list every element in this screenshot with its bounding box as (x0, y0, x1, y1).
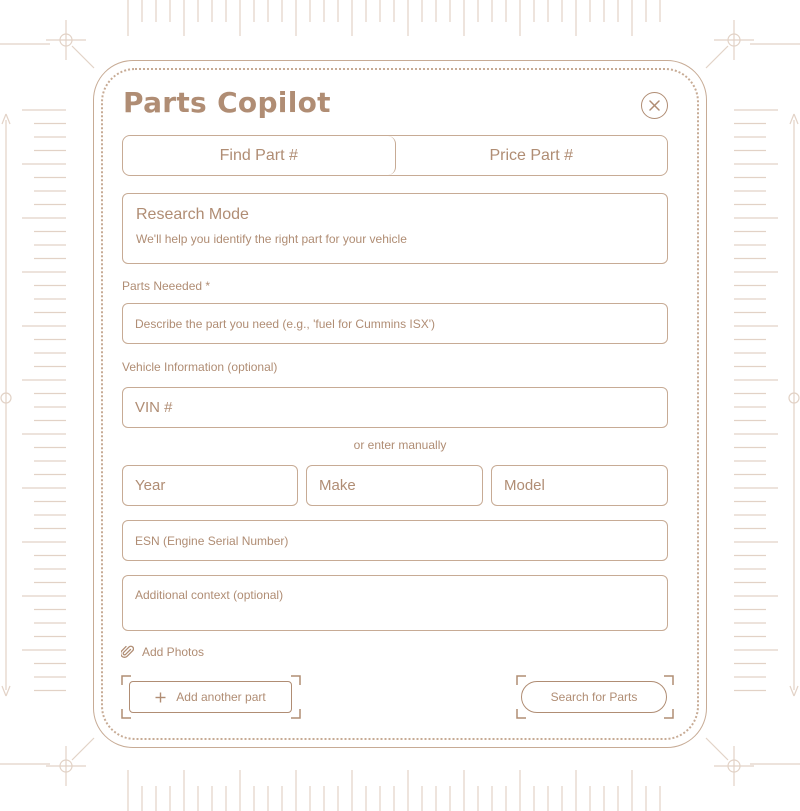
or-enter-manually-text: or enter manually (353, 438, 447, 452)
search-for-parts-label: Search for Parts (550, 690, 638, 704)
mode-tabs (122, 135, 668, 176)
paperclip-icon (121, 645, 134, 659)
page-title: Parts Copilot (123, 86, 331, 119)
esn-input[interactable] (122, 520, 668, 561)
parts-needed-input[interactable] (122, 303, 668, 344)
close-button[interactable] (641, 92, 668, 119)
add-photos-label: Add Photos (142, 645, 205, 659)
make-input[interactable] (306, 465, 483, 506)
add-another-part-button[interactable] (129, 681, 292, 713)
vehicle-info-label: Vehicle Information (optional) (122, 360, 278, 374)
mode-description: We'll help you identify the right part for your vehicle (136, 232, 407, 246)
research-mode-card (122, 193, 668, 264)
year-input[interactable] (122, 465, 298, 506)
mode-title: Research Mode (136, 206, 249, 223)
add-photos-button[interactable] (121, 645, 204, 659)
parts-needed-label: Parts Neeeded * (122, 279, 211, 293)
model-input[interactable] (491, 465, 668, 506)
additional-context-input[interactable] (122, 575, 668, 631)
add-another-part-label: Add another part (176, 690, 266, 704)
search-for-parts-button[interactable] (521, 681, 667, 713)
tab-find-part[interactable]: Find Part # (123, 136, 396, 175)
close-icon (649, 100, 660, 111)
tab-price-part[interactable]: Price Part # (489, 146, 574, 164)
plus-icon (155, 692, 166, 703)
vin-input[interactable] (122, 387, 668, 428)
